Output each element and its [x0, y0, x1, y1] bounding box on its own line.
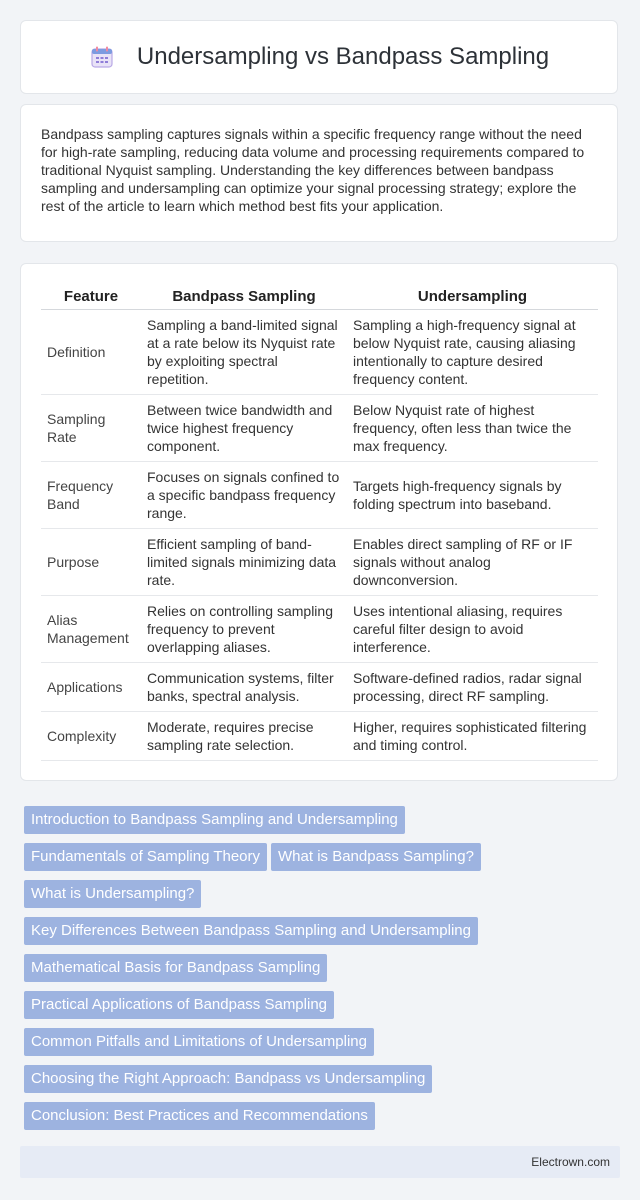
- undersampling-cell: Sampling a high-frequency signal at below Nyquist rate, causing aliasing intentionally to capture desired frequency content.: [347, 310, 598, 395]
- feature-cell: Sampling Rate: [41, 395, 141, 462]
- toc-link-what-is-bandpass[interactable]: What is Bandpass Sampling?: [271, 843, 481, 871]
- bandpass-cell: Focuses on signals confined to a specific bandpass frequency range.: [141, 462, 347, 529]
- title-card: [20, 20, 618, 94]
- feature-cell: Applications: [41, 663, 141, 712]
- intro-paragraph: Bandpass sampling captures signals within a specific frequency range without the need for high-rate sampling, reducing data volume and processing requirements compared to traditional Nyquist sampling. Understanding the key differences between bandpass sampling and undersampling can optimize your signal processing strategy; explore the rest of the article to learn which method best fits your application.: [41, 126, 585, 214]
- header-undersampling: Undersampling: [347, 284, 598, 310]
- feature-cell: Complexity: [41, 712, 141, 761]
- page-title: Undersampling vs Bandpass Sampling: [136, 43, 550, 70]
- table-row: [41, 462, 598, 529]
- undersampling-cell: Software-defined radios, radar signal processing, direct RF sampling.: [347, 663, 598, 712]
- bandpass-cell: Communication systems, filter banks, spectral analysis.: [141, 663, 347, 712]
- table-header-row: [41, 284, 598, 310]
- bandpass-cell: Between twice bandwidth and twice highest frequency component.: [141, 395, 347, 462]
- footer-site-name: Electrown.com: [531, 1155, 610, 1169]
- feature-cell: Alias Management: [41, 596, 141, 663]
- toc-link-conclusion[interactable]: Conclusion: Best Practices and Recommendations: [24, 1102, 375, 1130]
- bandpass-cell: Relies on controlling sampling frequency to prevent overlapping aliases.: [141, 596, 347, 663]
- table-row: [41, 529, 598, 596]
- feature-cell: Definition: [41, 310, 141, 395]
- comparison-table: [41, 284, 598, 761]
- toc-link-choosing-approach[interactable]: Choosing the Right Approach: Bandpass vs Undersampling: [24, 1065, 432, 1093]
- feature-cell: Purpose: [41, 529, 141, 596]
- undersampling-cell: Below Nyquist rate of highest frequency, often less than twice the max frequency.: [347, 395, 598, 462]
- undersampling-cell: Targets high-frequency signals by folding spectrum into baseband.: [347, 462, 598, 529]
- intro-card: [20, 104, 618, 242]
- undersampling-cell: Enables direct sampling of RF or IF signals without analog downconversion.: [347, 529, 598, 596]
- undersampling-cell: Higher, requires sophisticated filtering and timing control.: [347, 712, 598, 761]
- toc-link-fundamentals[interactable]: Fundamentals of Sampling Theory: [24, 843, 267, 871]
- table-row: [41, 395, 598, 462]
- table-row: [41, 663, 598, 712]
- toc-link-what-is-undersampling[interactable]: What is Undersampling?: [24, 880, 201, 908]
- toc-link-common-pitfalls[interactable]: Common Pitfalls and Limitations of Undersampling: [24, 1028, 374, 1056]
- bandpass-cell: Efficient sampling of band-limited signals minimizing data rate.: [141, 529, 347, 596]
- footer: [20, 1146, 620, 1178]
- undersampling-cell: Uses intentional aliasing, requires careful filter design to avoid interference.: [347, 596, 598, 663]
- toc-link-mathematical-basis[interactable]: Mathematical Basis for Bandpass Sampling: [24, 954, 327, 982]
- toc-link-key-differences[interactable]: Key Differences Between Bandpass Sampling and Undersampling: [24, 917, 478, 945]
- toc-link-introduction[interactable]: Introduction to Bandpass Sampling and Undersampling: [24, 806, 405, 834]
- table-row: [41, 712, 598, 761]
- comparison-card: [20, 263, 618, 781]
- table-row: [41, 596, 598, 663]
- feature-cell: Frequency Band: [41, 462, 141, 529]
- header-feature: Feature: [41, 284, 141, 310]
- bandpass-cell: Moderate, requires precise sampling rate selection.: [141, 712, 347, 761]
- header-bandpass: Bandpass Sampling: [141, 284, 347, 310]
- table-row: [41, 310, 598, 395]
- toc-links: [24, 806, 620, 1139]
- calendar-icon: [89, 44, 115, 70]
- toc-link-practical-applications[interactable]: Practical Applications of Bandpass Sampling: [24, 991, 334, 1019]
- bandpass-cell: Sampling a band-limited signal at a rate below its Nyquist rate by exploiting spectral repetition.: [141, 310, 347, 395]
